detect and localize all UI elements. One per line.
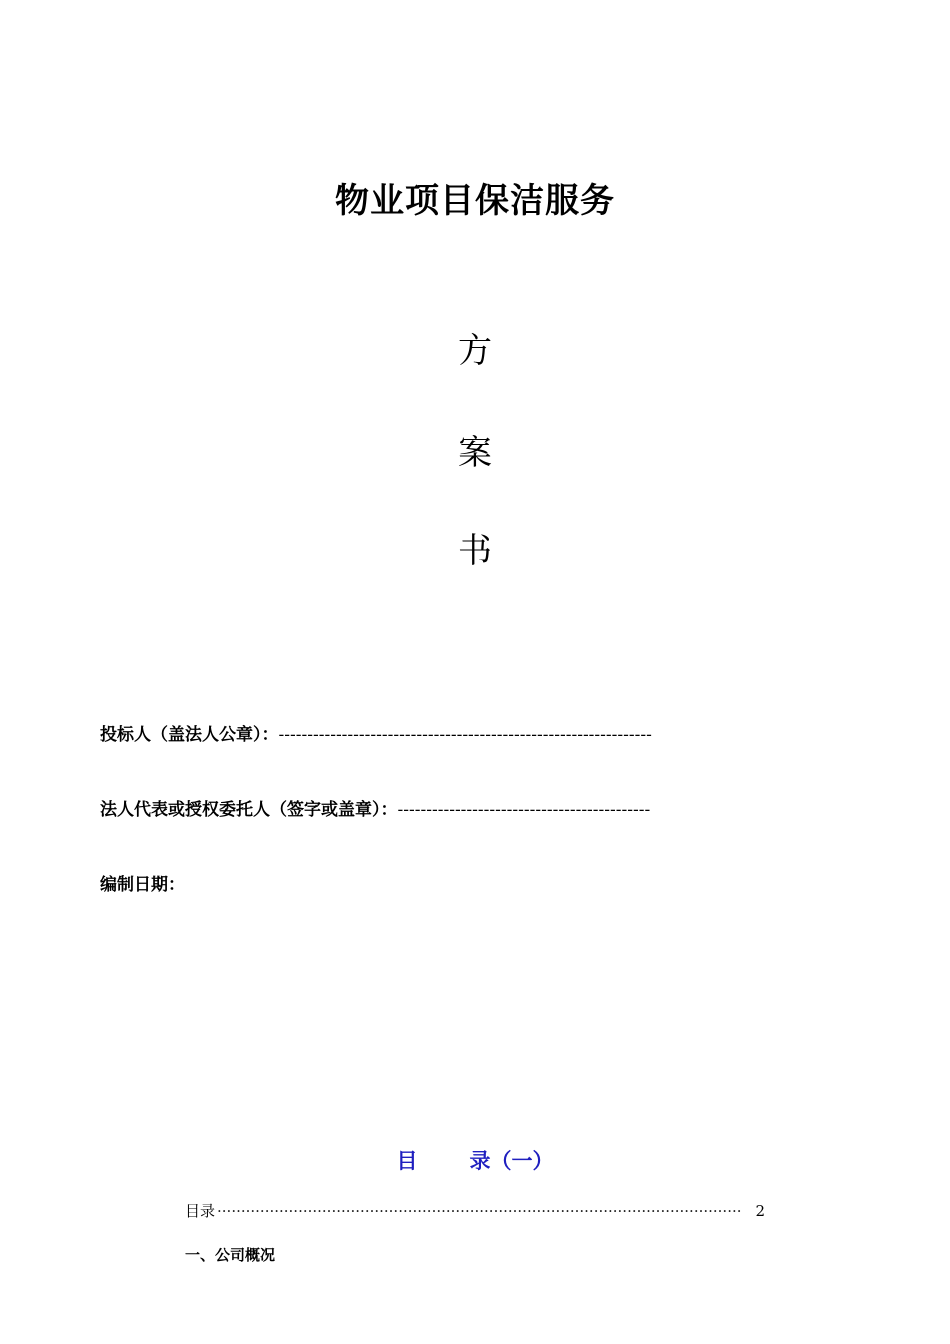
date-label: 编制日期： xyxy=(100,875,185,895)
toc-heading xyxy=(0,1146,950,1176)
legal-rep-field xyxy=(100,798,650,822)
subtitle-char-fang: 方 xyxy=(458,331,492,371)
subtitle-char-an: 案 xyxy=(458,433,492,473)
bidder-label: 投标人（盖法人公章）： xyxy=(100,725,279,745)
legal-rep-line: -------------------------------------------- xyxy=(397,800,651,820)
toc-heading-left: 目 xyxy=(396,1148,418,1173)
document-title: 物业项目保洁服务 xyxy=(335,181,615,221)
toc-entry-label: 目录 xyxy=(185,1202,216,1220)
date-field xyxy=(100,873,185,897)
toc-heading-right: 录（一） xyxy=(469,1148,554,1173)
subtitle-char-shu: 书 xyxy=(458,531,492,571)
toc-entry[interactable] xyxy=(185,1200,765,1222)
toc-entry-leader xyxy=(217,1200,741,1222)
bidder-line: ----------------------------------------------------------------- xyxy=(278,725,652,745)
bidder-field xyxy=(100,723,652,747)
legal-rep-label: 法人代表或授权委托人（签字或盖章）： xyxy=(100,800,398,820)
toc-entry-page: 2 xyxy=(755,1202,765,1220)
section-heading-company-overview: 一、公司概况 xyxy=(185,1246,276,1264)
